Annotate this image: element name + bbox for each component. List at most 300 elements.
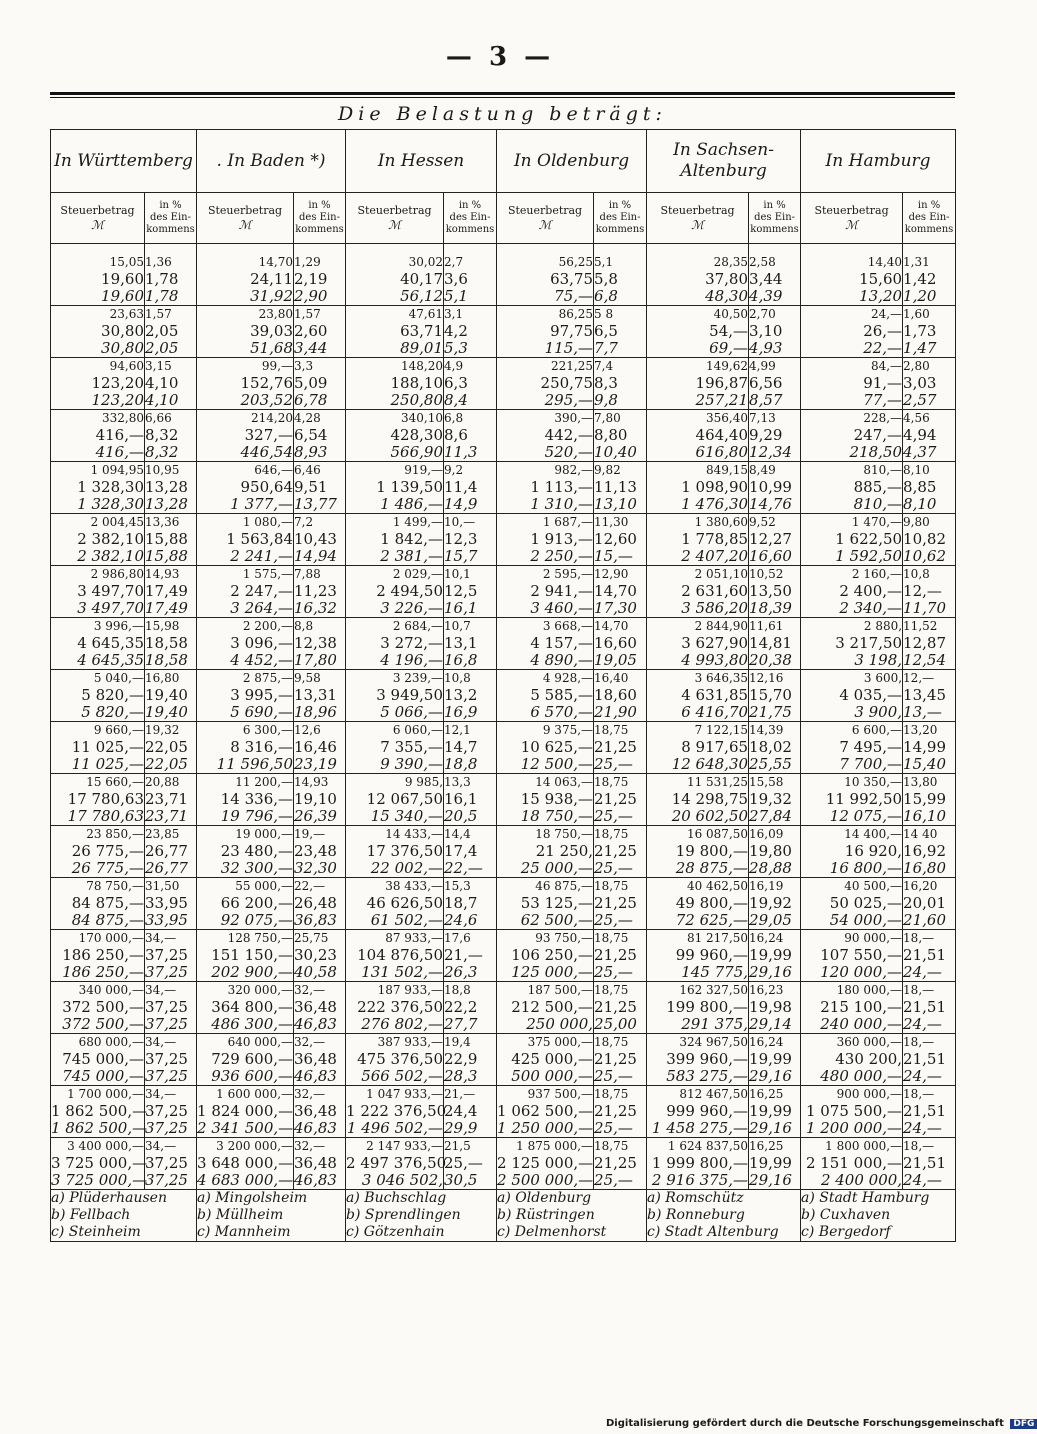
percent-cell [145,566,197,618]
percent-value: 18,96 [294,703,337,721]
tax-value: 320 000,— [227,983,294,997]
percent-value: 3,6 [444,270,468,288]
tax-amount-cell [51,306,145,358]
percent-cell [294,982,346,1034]
tax-value: 340,10 [401,411,444,425]
tax-value: 3 725 000,— [51,1154,148,1172]
tax-value: 936 600,— [211,1067,294,1085]
tax-amount-header [647,193,749,244]
percent-value: 37,25 [145,1154,188,1172]
percent-value: 1,57 [294,307,321,321]
percent-value: 25,75 [294,931,329,945]
tax-value: 1 328,30 [77,495,144,513]
percent-cell [749,774,801,826]
tax-amount-cell [801,358,903,410]
tax-value: 1 310,— [530,495,594,513]
tax-value: 919,— [404,463,444,477]
percent-header [903,193,956,244]
percent-value: 12,5 [444,582,478,600]
percent-value: 21,— [444,1087,476,1101]
tax-value: 92 075,— [220,911,294,929]
percent-cell [444,410,497,462]
percent-value: 8,93 [294,443,328,461]
tax-value: 47,61 [408,307,444,321]
tax-value: 93 750,— [535,931,594,945]
percent-value: 25,— [594,807,633,825]
tax-amount-cell [197,930,294,982]
tax-amount-cell [801,1138,903,1190]
tax-value: 2 631,60 [681,582,749,600]
tax-value: 228,— [863,411,903,425]
tax-value: 26,— [863,322,903,340]
tax-value: 3 217,50 [835,634,903,652]
tax-value: 202 900,— [211,963,294,981]
tax-value: 2 382,10 [77,547,144,565]
tax-value: 291 375, [681,1015,749,1033]
percent-value: 26,77 [145,859,188,877]
reference-place: b) Müllheim [197,1207,284,1223]
tax-amount-cell [197,244,294,306]
percent-value: 20,5 [444,807,478,825]
tax-value: 2 875,— [242,671,294,685]
tax-value: 77,— [863,391,903,409]
percent-value: 16,8 [444,651,478,669]
percent-label: kommens [445,224,495,235]
tax-value: 390,— [554,411,594,425]
currency-unit: ℳ [91,218,104,232]
table-row [51,618,956,670]
tax-value: 11 200,— [235,775,294,789]
tax-value: 199 800,— [666,998,749,1016]
tax-value: 170 000,— [78,931,144,945]
tax-value: 3 668,— [542,619,594,633]
percent-value: 4,37 [903,443,937,461]
percent-cell [594,410,647,462]
tax-value: 566 502,— [361,1067,444,1085]
tax-value: 222 376,50 [357,998,444,1016]
percent-value: 9,82 [594,463,621,477]
percent-value: 32,— [294,1139,326,1153]
tax-value: 446,54 [240,443,294,461]
tax-amount-cell [346,1138,447,1190]
percent-cell [444,878,497,930]
percent-value: 9,51 [294,478,328,496]
tax-value: 17 780,63 [67,807,144,825]
tax-value: 1 098,90 [681,478,749,496]
tax-amount-cell [51,1034,145,1086]
percent-value: 34,— [145,931,177,945]
tax-value: 187 933,— [377,983,444,997]
tax-value: 520,— [544,443,594,461]
tax-value: 464,40 [695,426,749,444]
percent-value: 6,8 [594,287,618,305]
tax-value: 28 875,— [675,859,749,877]
percent-value: 18,— [903,1035,935,1049]
tax-amount-cell [346,410,444,462]
tax-value: 2 494,50 [376,582,444,600]
region-header: In Württemberg [51,130,197,193]
tax-value: 250,75 [540,374,594,392]
percent-value: 4,2 [444,322,468,340]
tax-value: 215 100,— [820,998,903,1016]
percent-cell [594,514,647,566]
percent-value: 18,75 [594,879,629,893]
percent-cell [903,878,956,930]
tax-value: 16 920, [844,842,903,860]
percent-value: 22,2 [444,998,478,1016]
tax-value: 62 500,— [520,911,594,929]
percent-value: 17,4 [444,842,478,860]
tax-amount-cell [497,514,594,566]
percent-value: 15,3 [444,879,471,893]
percent-value: 14 40 [903,827,938,841]
percent-value: 21,25 [594,1102,637,1120]
percent-value: 16,60 [594,634,637,652]
tax-amount-cell [647,774,749,826]
tax-value: 372 500,— [62,998,144,1016]
percent-cell [444,1086,497,1138]
tax-value: 55 000,— [235,879,294,893]
tax-value: 442,— [544,426,594,444]
percent-value: 2,7 [444,255,464,269]
percent-value: 18,— [903,931,935,945]
percent-cell [749,462,801,514]
percent-value: 21,25 [594,738,637,756]
tax-value: 6 300,— [242,723,294,737]
tax-value: 16 800,— [829,859,903,877]
percent-value: 46,83 [294,1067,337,1085]
tax-value: 120 000,— [820,963,903,981]
percent-value: 12,87 [903,634,946,652]
tax-value: 107 550,— [820,946,903,964]
tax-value: 11 025,— [71,738,144,756]
percent-cell [145,930,197,982]
percent-value: 18,75 [594,983,629,997]
tax-value: 49 800,— [675,894,749,912]
percent-cell [444,618,497,670]
tax-value: 324 967,50 [679,1035,749,1049]
percent-cell [444,566,497,618]
percent-value: 11,23 [294,582,337,600]
top-rule-thin [50,97,955,98]
percent-value: 19,4 [444,1035,471,1049]
percent-cell [294,826,346,878]
tax-value: 2 151 000,— [805,1154,903,1172]
tax-value: 50 025,— [829,894,903,912]
percent-cell [145,878,197,930]
tax-value: 145 775, [681,963,749,981]
tax-amount-cell [647,358,749,410]
tax-value: 364 800,— [211,998,294,1016]
tax-value: 327,— [244,426,294,444]
percent-label: des Ein- [908,212,950,223]
tax-value: 106 250,— [511,946,594,964]
percent-value: 14,7 [444,738,478,756]
tax-value: 61 502,— [370,911,444,929]
percent-value: 18,75 [594,1139,629,1153]
percent-cell [903,1034,956,1086]
percent-cell [294,878,346,930]
percent-value: 12,— [903,582,942,600]
percent-cell [294,514,346,566]
percent-value: 25,— [594,859,633,877]
tax-value: 430 200, [835,1050,903,1068]
percent-value: 16,80 [145,671,180,685]
reference-place: a) Stadt Hamburg [801,1190,930,1206]
tax-value: 1 624 837,50 [667,1139,749,1153]
tax-value: 12 075,— [829,807,903,825]
tax-value: 2 381,— [380,547,444,565]
percent-value: 2,58 [749,255,776,269]
percent-cell [294,1034,346,1086]
percent-value: 19,99 [749,1154,792,1172]
tax-value: 1 380,60 [694,515,749,529]
percent-value: 16,92 [903,842,946,860]
tax-value: 1 200 000,— [805,1119,903,1137]
percent-value: 18,58 [145,634,188,652]
tax-amount-cell [51,410,145,462]
tax-amount-label: Steuerbetrag [60,204,135,217]
percent-value: 6,46 [294,463,321,477]
percent-cell [444,722,497,774]
percent-value: 6,56 [749,374,783,392]
tax-amount-cell [647,1138,749,1190]
percent-value: 3,44 [749,270,783,288]
percent-value: 18,— [903,983,935,997]
percent-value: 37,25 [145,963,188,981]
percent-value: 6,8 [444,411,464,425]
tax-value: 372 500,— [62,1015,144,1033]
table-row [51,878,956,930]
subheader-row [51,193,956,244]
tax-amount-cell [497,244,594,306]
tax-value: 56,12 [400,287,444,305]
percent-value: 16,20 [903,879,938,893]
percent-value: 37,25 [145,1050,188,1068]
percent-value: 34,— [145,1139,177,1153]
percent-value: 21,51 [903,1154,946,1172]
percent-value: 19,40 [145,686,188,704]
percent-value: 19,80 [749,842,792,860]
tax-value: 19,60 [101,270,144,288]
percent-value: 15,98 [145,619,180,633]
percent-value: 25,— [594,911,633,929]
percent-cell [749,982,801,1034]
tax-amount-cell [51,982,145,1034]
tax-value: 425 000,— [511,1050,594,1068]
reference-place: a) Romschütz [647,1190,744,1206]
tax-amount-cell [647,1034,749,1086]
table-row [51,930,956,982]
tax-value: 46 875,— [535,879,594,893]
tax-value: 2 241,— [230,547,294,565]
tax-value: 5 690,— [230,703,294,721]
tax-value: 24,— [870,307,903,321]
percent-cell [294,462,346,514]
tax-value: 3 198, [854,651,903,669]
tax-value: 1 250 000,— [497,1119,594,1137]
tax-amount-cell [647,618,749,670]
percent-value: 18,39 [749,599,792,617]
tax-value: 8 917,65 [681,738,749,756]
tax-value: 1 563,84 [226,530,294,548]
percent-value: 2,19 [294,270,328,288]
tax-value: 20 602,50 [671,807,749,825]
tax-value: 4 452,— [230,651,294,669]
percent-cell [903,670,956,722]
tax-amount-cell [51,514,145,566]
tax-amount-cell [801,1034,903,1086]
tax-value: 3 996,— [93,619,144,633]
percent-value: 1,47 [903,339,937,357]
table-row [51,826,956,878]
percent-cell [749,1086,801,1138]
percent-header [294,193,346,244]
tax-value: 3 096,— [230,634,294,652]
percent-value: 21,25 [594,998,637,1016]
tax-amount-label: Steuerbetrag [814,204,889,217]
tax-value: 21 250, [535,842,594,860]
tax-value: 26 775,— [71,859,144,877]
tax-value: 1 913,— [530,530,594,548]
region-header: . In Baden *) [197,130,346,193]
tax-value: 152,76 [240,374,294,392]
tax-value: 1 113,— [530,478,594,496]
percent-value: 25,— [594,1171,633,1189]
tax-amount-cell [647,462,749,514]
reference-place: c) Stadt Altenburg [647,1224,779,1240]
tax-amount-cell [51,722,145,774]
tax-value: 5 585,— [530,686,594,704]
tax-amount-cell [497,410,594,462]
tax-amount-cell [497,774,594,826]
percent-value: 22,— [444,859,483,877]
region-header: In Oldenburg [497,130,647,193]
tax-amount-cell [497,1086,594,1138]
percent-value: 5,3 [444,339,468,357]
tax-amount-cell [647,982,749,1034]
tax-value: 40,50 [713,307,749,321]
tax-value: 23,63 [109,307,144,321]
percent-value: 12,27 [749,530,792,548]
percent-value: 5,09 [294,374,328,392]
tax-value: 53 125,— [520,894,594,912]
table-row [51,1034,956,1086]
percent-value: 22,9 [444,1050,478,1068]
percent-cell [294,930,346,982]
reference-place: a) Buchschlag [346,1190,447,1206]
tax-value: 2 595,— [542,567,594,581]
table-row [51,670,956,722]
footer-text: Digitalisierung gefördert durch die Deutsche Forschungsgemeinschaft [606,1418,1004,1429]
tax-value: 2 250,— [530,547,594,565]
tax-amount-cell [197,670,294,722]
tax-amount-cell [801,462,903,514]
percent-cell [294,306,346,358]
tax-value: 186 250,— [62,963,144,981]
tax-value: 4 645,35 [77,651,144,669]
percent-value: 1,73 [903,322,937,340]
tax-value: 11 992,50 [825,790,903,808]
tax-value: 5 066,— [380,703,444,721]
tax-value: 3 226,— [380,599,444,617]
table-row [51,722,956,774]
percent-value: 12,16 [749,671,784,685]
tax-value: 9 660,— [93,723,144,737]
percent-value: 2,05 [145,322,179,340]
tax-value: 186 250,— [62,946,144,964]
region-header: In Hessen [346,130,497,193]
tax-value: 5 820,— [81,686,144,704]
percent-value: 16,24 [749,931,784,945]
percent-value: 32,— [294,983,326,997]
tax-value: 332,80 [102,411,144,425]
tax-amount-cell [497,722,594,774]
percent-value: 23,85 [145,827,180,841]
tax-value: 214,20 [251,411,294,425]
tax-value: 745 000,— [62,1067,144,1085]
percent-value: 8,10 [903,463,930,477]
reference-place: b) Ronneburg [647,1207,745,1223]
tax-amount-cell [346,1034,444,1086]
percent-value: 22,05 [145,755,188,773]
percent-value: 12,3 [444,530,478,548]
percent-value: 8,4 [444,391,468,409]
percent-value: 19,40 [145,703,188,721]
percent-cell [749,358,801,410]
tax-amount-cell [197,1034,294,1086]
percent-value: 8,80 [594,426,628,444]
tax-value: 3 648 000,— [197,1154,294,1172]
percent-value: 2,80 [903,359,930,373]
percent-value: 17,80 [294,651,337,669]
tax-value: 203,52 [240,391,294,409]
tax-value: 387 933,— [377,1035,444,1049]
percent-value: 14,9 [444,495,478,513]
percent-value: 1,42 [903,270,937,288]
percent-value: 18,02 [749,738,792,756]
percent-value: 2,57 [903,391,937,409]
percent-value: 1,36 [145,255,172,269]
percent-value: 12,90 [594,567,629,581]
percent-value: 18,75 [594,1035,629,1049]
percent-value: 34,— [145,983,177,997]
tax-value: 84 875,— [71,911,144,929]
tax-amount-cell [346,244,444,306]
percent-value: 25,— [594,963,633,981]
tax-amount-header [801,193,903,244]
digitization-footer [606,1418,1035,1429]
percent-value: 11,13 [594,478,637,496]
percent-label: kommens [295,224,344,235]
tax-value: 3 460,— [530,599,594,617]
percent-value: 16,10 [903,807,946,825]
tax-amount-cell [801,410,903,462]
percent-value: 36,48 [294,1050,337,1068]
percent-value: 11,70 [903,599,946,617]
percent-value: 4,56 [903,411,930,425]
tax-value: 810,— [853,495,903,513]
percent-value: 11,4 [444,478,478,496]
tax-value: 30,80 [101,339,144,357]
tax-value: 12 500,— [520,755,594,773]
region-header: In Sachsen-Altenburg [647,130,801,193]
tax-value: 812 467,50 [679,1087,749,1101]
percent-value: 29,16 [749,1119,792,1137]
percent-value: 8,85 [903,478,937,496]
tax-value: 6 600,— [851,723,903,737]
tax-value: 3 272,— [380,634,444,652]
